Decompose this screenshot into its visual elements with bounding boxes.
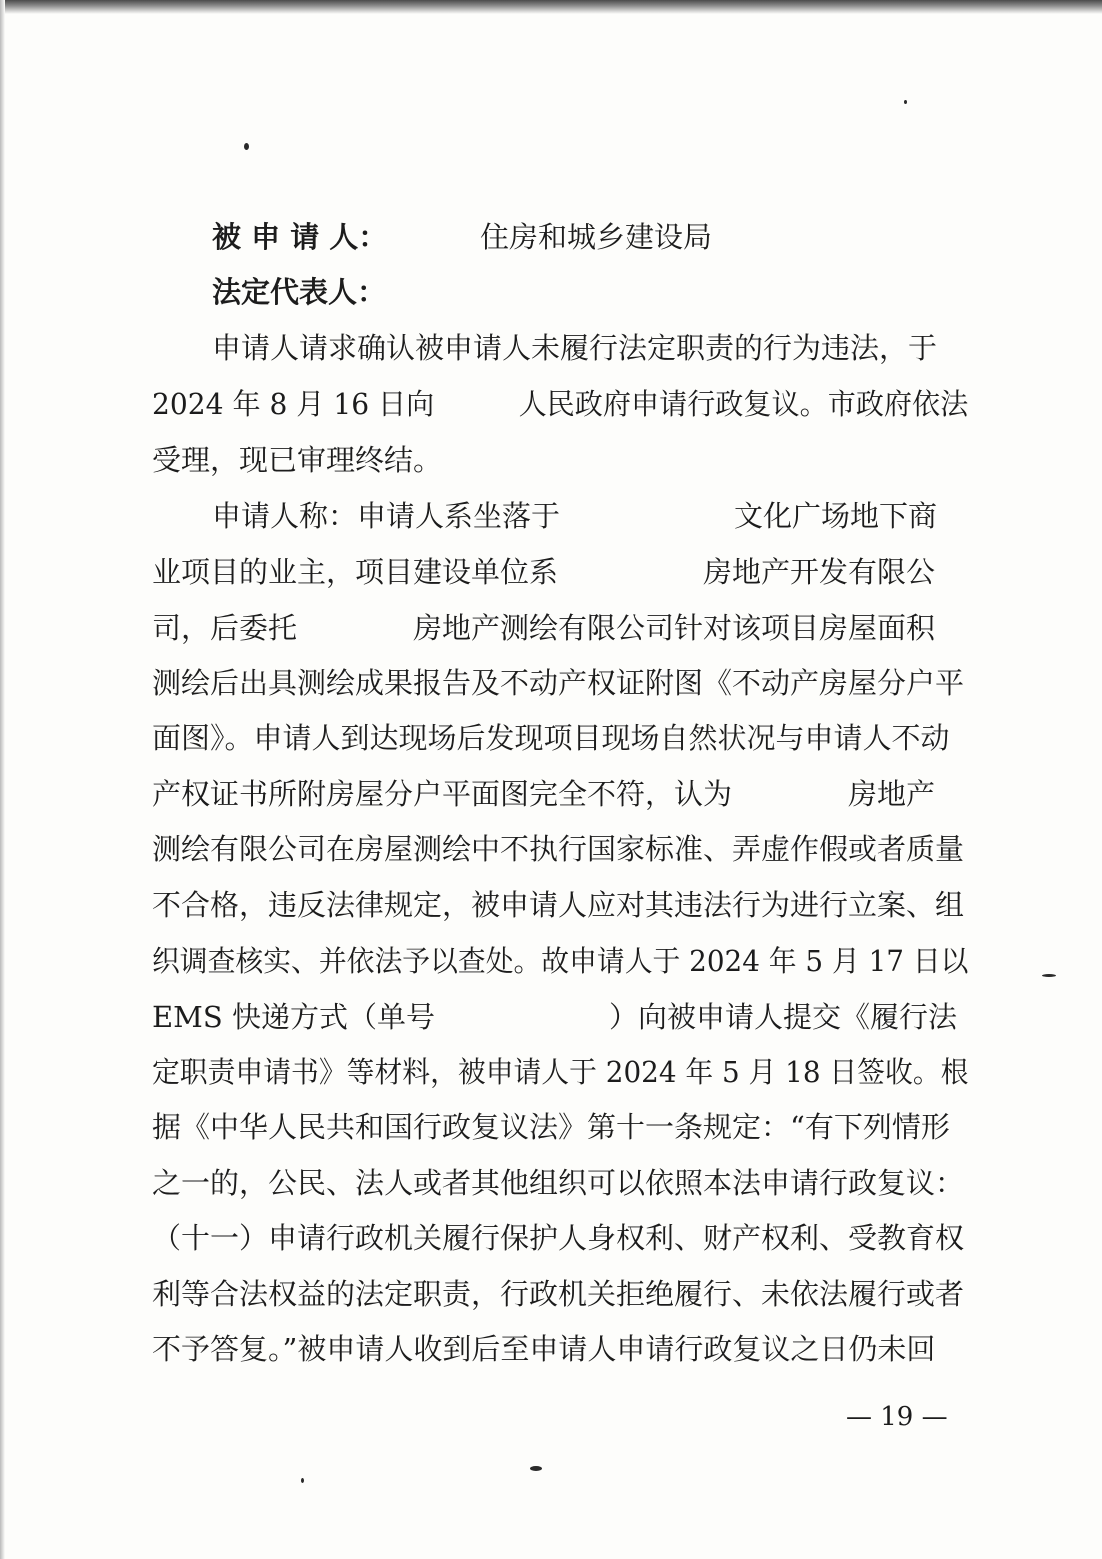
respondent-label: 被 申 请 人： — [212, 220, 388, 254]
respondent-value: 住房和城乡建设局 — [480, 220, 713, 254]
body-line-2: 2024 年 8 月 16 日向 人民政府申请行政复议。市政府依法 — [152, 387, 969, 421]
body-line-11: 不合格，违反法律规定，被申请人应对其违法行为进行立案、组 — [152, 888, 965, 922]
body-line-15: 据《中华人民共和国行政复议法》第十一条规定：“有下列情形 — [152, 1110, 950, 1144]
body-line-1: 申请人请求确认被申请人未履行法定职责的行为违法，于 — [212, 331, 938, 365]
body-line-5: 业项目的业主，项目建设单位系 房地产开发有限公 — [152, 555, 936, 589]
scan-shadow-top — [0, 0, 1102, 14]
body-line-19: 不予答复。”被申请人收到后至申请人申请行政复议之日仍未回 — [152, 1332, 936, 1366]
body-line-3: 受理，现已审理终结。 — [152, 443, 443, 477]
body-line-18: 利等合法权益的法定职责，行政机关拒绝履行、未依法履行或者 — [152, 1277, 965, 1311]
legal-rep-label: 法定代表人： — [212, 275, 387, 309]
scan-speck — [244, 143, 249, 150]
body-line-7: 测绘后出具测绘成果报告及不动产权证附图《不动产房屋分户平 — [152, 666, 965, 700]
scan-shadow-left — [0, 0, 5, 1559]
body-line-16: 之一的，公民、法人或者其他组织可以依照本法申请行政复议： — [152, 1166, 965, 1200]
body-line-9: 产权证书所附房屋分户平面图完全不符，认为 房地产 — [152, 777, 936, 811]
page-number: — 19 — — [846, 1402, 948, 1432]
body-line-13: EMS 快递方式（单号 ）向被申请人提交《履行法 — [152, 1000, 957, 1034]
scan-speck — [301, 1478, 304, 1483]
body-line-10: 测绘有限公司在房屋测绘中不执行国家标准、弄虚作假或者质量 — [152, 832, 965, 866]
scan-speck — [530, 1466, 542, 1471]
body-line-4: 申请人称：申请人系坐落于 文化广场地下商 — [212, 499, 938, 533]
body-line-14: 定职责申请书》等材料，被申请人于 2024 年 5 月 18 日签收。根 — [152, 1055, 969, 1089]
body-line-12: 织调查核实、并依法予以查处。故申请人于 2024 年 5 月 17 日以 — [152, 944, 969, 978]
body-line-8: 面图》。申请人到达现场后发现项目现场自然状况与申请人不动 — [152, 721, 950, 755]
scan-speck — [904, 100, 907, 104]
body-line-17: （十一）申请行政机关履行保护人身权利、财产权利、受教育权 — [152, 1221, 965, 1255]
body-line-6: 司，后委托 房地产测绘有限公司针对该项目房屋面积 — [152, 611, 936, 645]
scan-speck — [1042, 974, 1056, 977]
